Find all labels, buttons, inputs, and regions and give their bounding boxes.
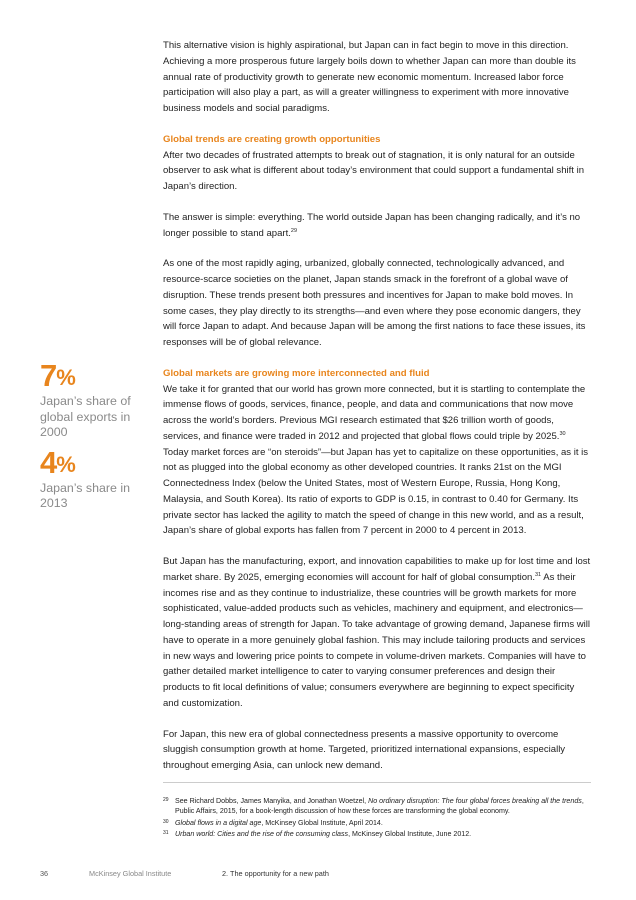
footnote-text: , Public Affairs, 2015, for a book-length discussion of how these forces are transforming the global economy. [175,797,584,816]
paragraph-text: As their incomes rise and as they continue to industrialize, these countries will be growth markets for more sophisticated, value-added products such as vehicles, machinery and equipment, and electronics—long-standing areas of strength for Japan. To take advantage of growing demand, Japanese firms will have to operate in a more genuinely global fashion. This may include tailoring products and services in new ways and lowering price points to compete in volume-driven markets. Companies will have to gather detailed market intelligence to cater to varying consumer preferences and design their products to fit local definitions of value; consumers everywhere are beginning to expect specificity and customization. [163,571,591,709]
stat-unit: % [56,451,75,477]
footnote-title: No ordinary disruption: The four global forces breaking all the trends [368,797,582,805]
paragraph-text: The answer is simple: everything. The world outside Japan has been changing radically, and it’s no longer possible to stand apart. [163,211,581,239]
paragraph [163,554,591,712]
footnote [163,796,591,817]
section-heading: Global markets are growing more interconnected and fluid [163,367,430,379]
organization-name: McKinsey Global Institute [89,869,172,878]
section-title: 2. The opportunity for a new path [222,869,329,878]
footnote-text: , McKinsey Global Institute, April 2014. [261,818,383,827]
footnote-divider [163,782,591,783]
footnote-number: 31 [163,829,169,836]
footnote-number: 29 [163,797,169,803]
stat-unit: % [56,365,75,390]
footnote [163,829,591,839]
stat-sidebar [40,358,150,512]
paragraph: This alternative vision is highly aspirational, but Japan can in fact begin to move in this direction. Achieving a more prosperous future largely boils down to whether Japan can more than double its annual rate of productivity growth to generate new economic momentum. Increased labor force participation will also play a part, as will a greater willingness to experiment with more innovative business models and social paradigms. [163,40,576,114]
paragraph [163,382,591,540]
page-number: 36 [40,869,49,878]
stat-number: 7 [40,358,57,393]
footnote-number: 30 [163,818,169,825]
footnote-ref: 31 [535,571,542,578]
footnote-ref: 30 [559,430,566,437]
footnotes [163,796,591,840]
paragraph: As one of the most rapidly aging, urbanized, globally connected, technologically advanced, and resource-scarce societies on the planet, Japan stands smack in the forefront of a global wave of disruption. These trends present both pressures and incentives for Japan to make bold moves. In some cases, they play directly to its strengths—and even where they pose economic dangers, they will force Japan to adapt. And because Japan will be among the first nations to face these issues, its responses will be of global relevance. [163,258,586,348]
section-heading: Global trends are creating growth opportunities [163,133,381,145]
stat-label: Japan’s share of global exports in 2000 [40,394,131,439]
stat-callout [40,358,150,441]
main-text-column [163,38,591,789]
paragraph-text: We take it for granted that our world has grown more connected, but it is startling to contemplate the immense flows of goods, services, finance, people, and data and communications that now move across the world’s borders. Previous MGI research estimated that $26 trillion worth of goods, services, and finance were traded in 2012 and projected that global flows could triple by 2025. [163,383,586,442]
paragraph: For Japan, this new era of global connectedness presents a massive opportunity to overcome sluggish consumption growth at home. Targeted, prioritized international expansions, especially throughout emerging Asia, can unlock new demand. [163,728,566,771]
stat-value [40,444,150,480]
footnote-text: See Richard Dobbs, James Manyika, and Jonathan Woetzel, [175,797,369,805]
footnote [163,818,591,828]
paragraph [163,210,591,242]
paragraph-text: But Japan has the manufacturing, export, and innovation capabilities to make up for lost time and lost market share. By 2025, emerging economies will account for half of global consumption. [163,556,591,583]
stat-callout [40,444,150,512]
paragraph-text: Today market forces are “on steroids”—but Japan has yet to capitalize on these opportunities, as it is not as plugged into the global economy as other developed countries. It ranks 21st on the MGI Connectedness Index (below the United States, most of Western Europe, Russia, Hong Kong, Malaysia, and South Korea). Its ratio of exports to GDP is 0.15, in contrast to 0.40 for Germany. Its private sector has lacked the agility to match the speed of change in this new world, and as a result, Japan’s share of global exports has fallen from 7 percent in 2000 to 4 percent in 2013. [163,446,589,537]
stat-value [40,358,150,393]
footnote-title: Global flows in a digital age [175,818,262,827]
paragraph: After two decades of frustrated attempts to break out of stagnation, it is only natural for an outside observer to ask what is different about today’s environment that could support a fundamental shift in Japan’s direction. [163,149,585,192]
footnote-ref: 29 [290,227,298,234]
stat-number: 4 [40,444,57,480]
footnote-text: , McKinsey Global Institute, June 2012. [348,829,472,838]
footnote-title: Urban world: Cities and the rise of the consuming class [175,829,349,838]
page-footer [40,868,600,880]
stat-label: Japan’s share in 2013 [40,480,131,510]
